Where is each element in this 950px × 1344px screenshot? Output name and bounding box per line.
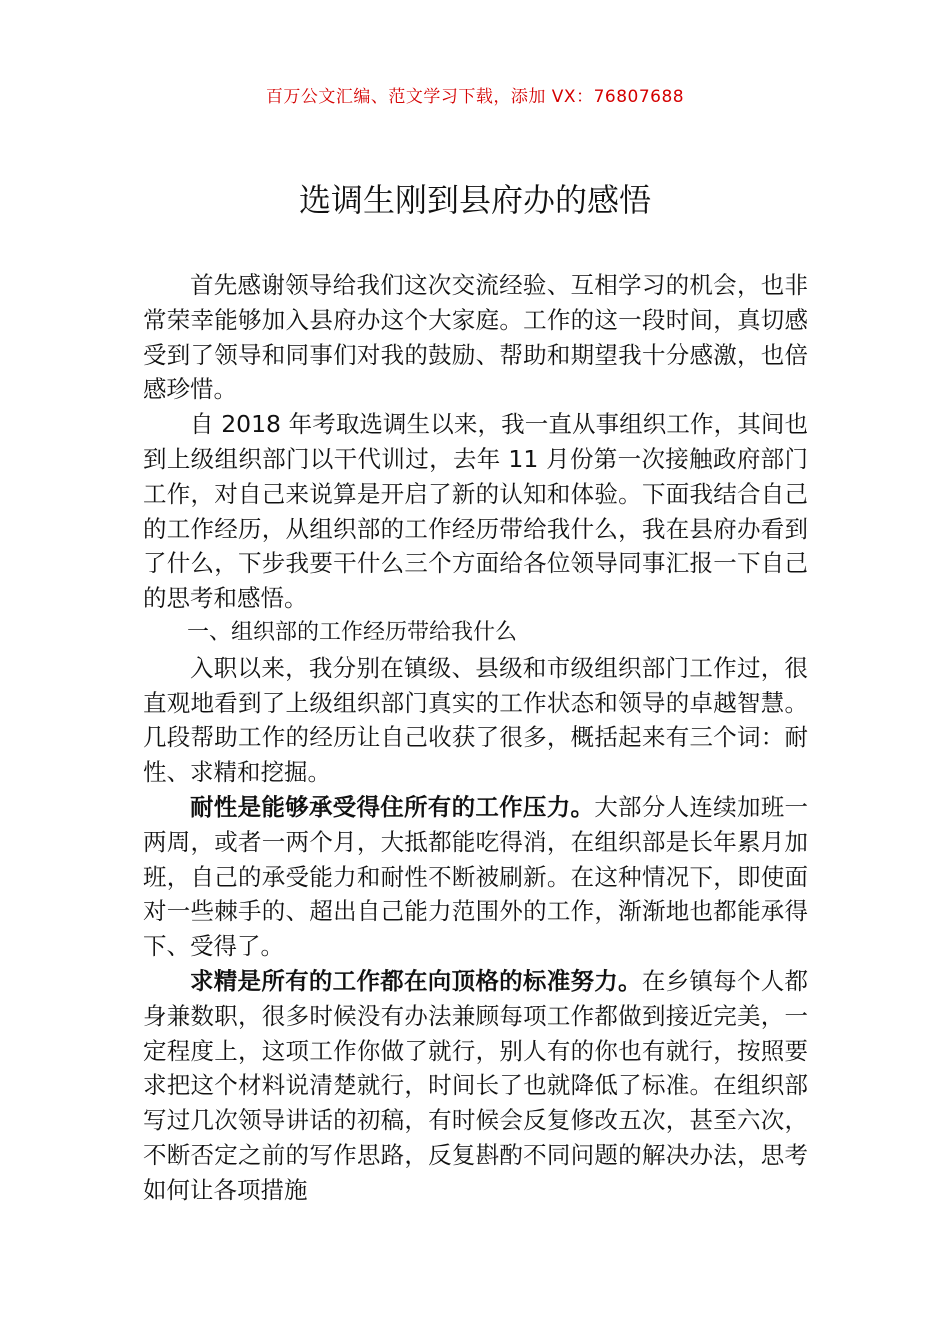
paragraph-experience [143,651,808,790]
document-title: 选调生刚到县府办的感悟 [298,181,651,219]
document-body [143,268,808,1208]
paragraph-text: 入职以来，我分别在镇级、县级和市级组织部门工作过，很直观地看到了上级组织部门真实的工作状态和领导的卓越智慧。几段帮助工作的经历让自己收获了很多，概括起来有三个词：耐性、求精和挖掘。 [143,653,808,787]
paragraph-lead-bold: 求精是所有的工作都在向顶格的标准努力。 [190,966,642,995]
paragraph-text: 在乡镇每个人都身兼数职，很多时候没有办法兼顾每项工作都做到接近完美，一定程度上，这项工作你做了就行，别人有的你也有就行，按照要求把这个材料说清楚就行，时间长了也就降低了标准。在组织部写过几次领导讲话的初稿，有时候会反复修改五次，甚至六次，不断否定之前的写作思路，反复斟酌不同问题的解决办法，思考如何让各项措施 [143,966,809,1204]
paragraph-text: 首先感谢领导给我们这次交流经验、互相学习的机会，也非常荣幸能够加入县府办这个大家庭。工作的这一段时间，真切感受到了领导和同事们对我的鼓励、帮助和期望我十分感激，也倍感珍惜。 [143,271,808,404]
paragraph-intro [143,268,808,407]
paragraph-lead-bold: 耐性是能够承受得住所有的工作压力。 [190,792,595,821]
section-heading-1 [143,616,808,651]
paragraph-text: 自 2018 年考取选调生以来，我一直从事组织工作，其间也到上级组织部门以干代训过，去年 11 月份第一次接触政府部门工作，对自己来说算是开启了新的认知和体验。下面我结合自己的工作经历，从组织部的工作经历带给我什么，我在县府办看到了什么，下步我要干什么三个方面给各位领导同事汇报一下自己的思考和感悟。 [143,410,808,613]
header-note: 百万公文汇编、范文学习下载，添加 VX：76807688 [265,87,685,107]
paragraph-patience [143,790,808,964]
paragraph-background [143,407,808,616]
section-heading-text: 一、组织部的工作经历带给我什么 [187,619,518,645]
paragraph-text: 大部分人连续加班一两周，或者一两个月，大抵都能吃得消，在组织部是长年累月加班，自己的承受能力和耐性不断被刷新。在这种情况下，即使面对一些棘手的、超出自己能力范围外的工作，渐渐地也都能承得下、受得了。 [143,792,809,961]
paragraph-excellence [143,964,808,1208]
